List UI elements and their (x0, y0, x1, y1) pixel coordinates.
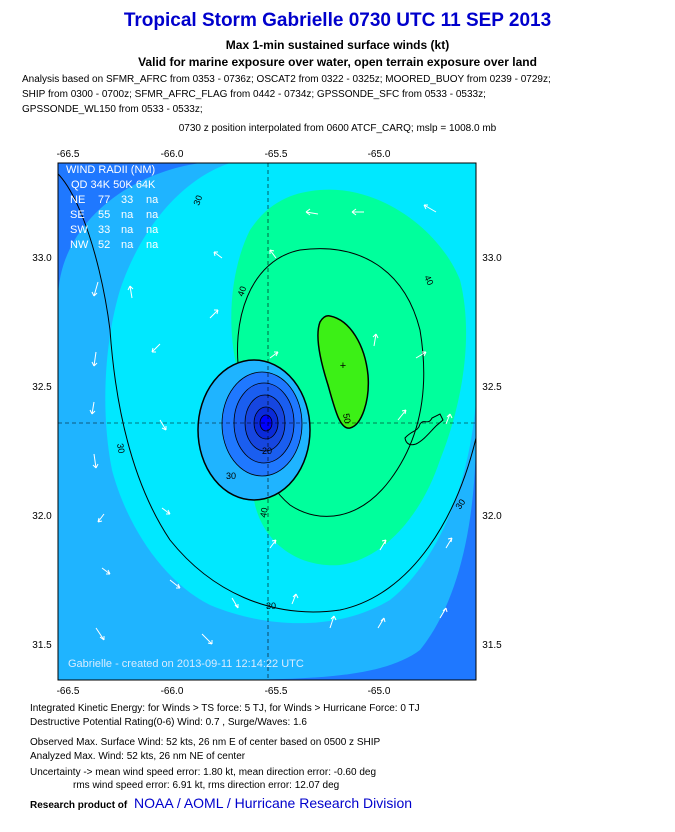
x-tick-bottom: -65.5 (264, 686, 288, 697)
analysis-line-2: SHIP from 0300 - 0700z; SFMR_AFRC_FLAG from 0442 - 0734z; GPSSONDE_SFC from 0533 - 0533z; (22, 89, 486, 100)
contour-label: 30 (266, 601, 277, 611)
x-tick-bottom: -66.0 (160, 686, 184, 697)
svg-text:na: na (146, 239, 159, 251)
y-tick-left: 33.0 (32, 253, 52, 264)
dpr-line: Destructive Potential Rating(0-6) Wind: 0.7 , Surge/Waves: 1.6 (30, 717, 307, 728)
analysis-line-3: GPSSONDE_WL150 from 0533 - 0533z; (22, 104, 203, 115)
research-org-link[interactable]: NOAA / AOML / Hurricane Research Division (134, 795, 413, 811)
contour-label: 40 (258, 506, 270, 519)
contour-label: 30 (191, 193, 205, 207)
y-tick-left: 32.5 (32, 382, 52, 393)
svg-text:na: na (146, 194, 159, 206)
svg-text:55: 55 (98, 209, 111, 221)
research-credit (30, 795, 412, 811)
wind-field-map (0, 140, 675, 700)
contour-label: 30 (226, 471, 237, 481)
y-tick-right: 31.5 (482, 640, 502, 651)
map-credit: Gabrielle - created on 2013-09-11 12:14:22 UTC (68, 658, 304, 670)
analysis-line-1: Analysis based on SFMR_AFRC from 0353 - 0736z; OSCAT2 from 0322 - 0325z; MOORED_BUOY from 0239 - 0729z; (22, 74, 551, 85)
wind-radii-title: WIND RADII (NM) (66, 164, 156, 176)
subtitle-wind: Max 1-min sustained surface winds (kt) (225, 38, 450, 52)
rms-error-line: rms wind speed error: 6.91 kt, rms direction error: 12.07 deg (73, 780, 340, 791)
subtitle-exposure: Valid for marine exposure over water, open terrain exposure over land (138, 55, 537, 69)
y-tick-left: 31.5 (32, 640, 52, 651)
analyzed-max-marker: + (339, 360, 347, 372)
svg-text:na: na (146, 224, 159, 236)
uncertainty-line: Uncertainty -> mean wind speed error: 1.80 kt, mean direction error: -0.60 deg (30, 767, 377, 778)
contour-label: 40 (422, 273, 436, 287)
y-tick-left: 32.0 (32, 511, 52, 522)
svg-text:na: na (121, 209, 134, 221)
x-tick-top: -66.5 (56, 149, 80, 160)
ike-line: Integrated Kinetic Energy: for Winds > TS force: 5 TJ, for Winds > Hurricane Force: 0 TJ (30, 703, 420, 714)
x-tick-bottom: -65.0 (367, 686, 391, 697)
x-tick-top: -65.0 (367, 149, 391, 160)
svg-text:na: na (121, 224, 134, 236)
x-tick-top: -65.5 (264, 149, 288, 160)
analyzed-max-line: Analyzed Max. Wind: 52 kts, 26 nm NE of center (30, 751, 246, 762)
contour-label: 30 (453, 497, 468, 512)
x-tick-bottom: -66.5 (56, 686, 80, 697)
y-tick-right: 33.0 (482, 253, 502, 264)
contour-label: 20 (262, 446, 273, 456)
wind-radii-header: QD 34K 50K 64K (71, 179, 156, 191)
position-line: 0730 z position interpolated from 0600 ATCF_CARQ; mslp = 1008.0 mb (178, 123, 497, 134)
svg-text:33: 33 (98, 224, 111, 236)
y-tick-right: 32.0 (482, 511, 502, 522)
svg-text:NW: NW (70, 239, 89, 251)
svg-text:77: 77 (98, 194, 111, 206)
contour-label: 50 (341, 412, 353, 425)
svg-text:na: na (146, 209, 159, 221)
svg-text:52: 52 (98, 239, 111, 251)
svg-text:NE: NE (70, 194, 86, 206)
contour-label: 40 (235, 284, 249, 298)
x-tick-top: -66.0 (160, 149, 184, 160)
observed-max-line: Observed Max. Surface Wind: 52 kts, 26 nm E of center based on 0500 z SHIP (30, 737, 381, 748)
page-title: Tropical Storm Gabrielle 0730 UTC 11 SEP 2013 (123, 10, 552, 31)
y-tick-right: 32.5 (482, 382, 502, 393)
svg-text:SE: SE (70, 209, 85, 221)
svg-text:na: na (121, 239, 134, 251)
contour-label: 30 (115, 442, 127, 455)
svg-text:33: 33 (121, 194, 134, 206)
research-label: Research product of (30, 800, 128, 811)
svg-text:SW: SW (70, 224, 88, 236)
